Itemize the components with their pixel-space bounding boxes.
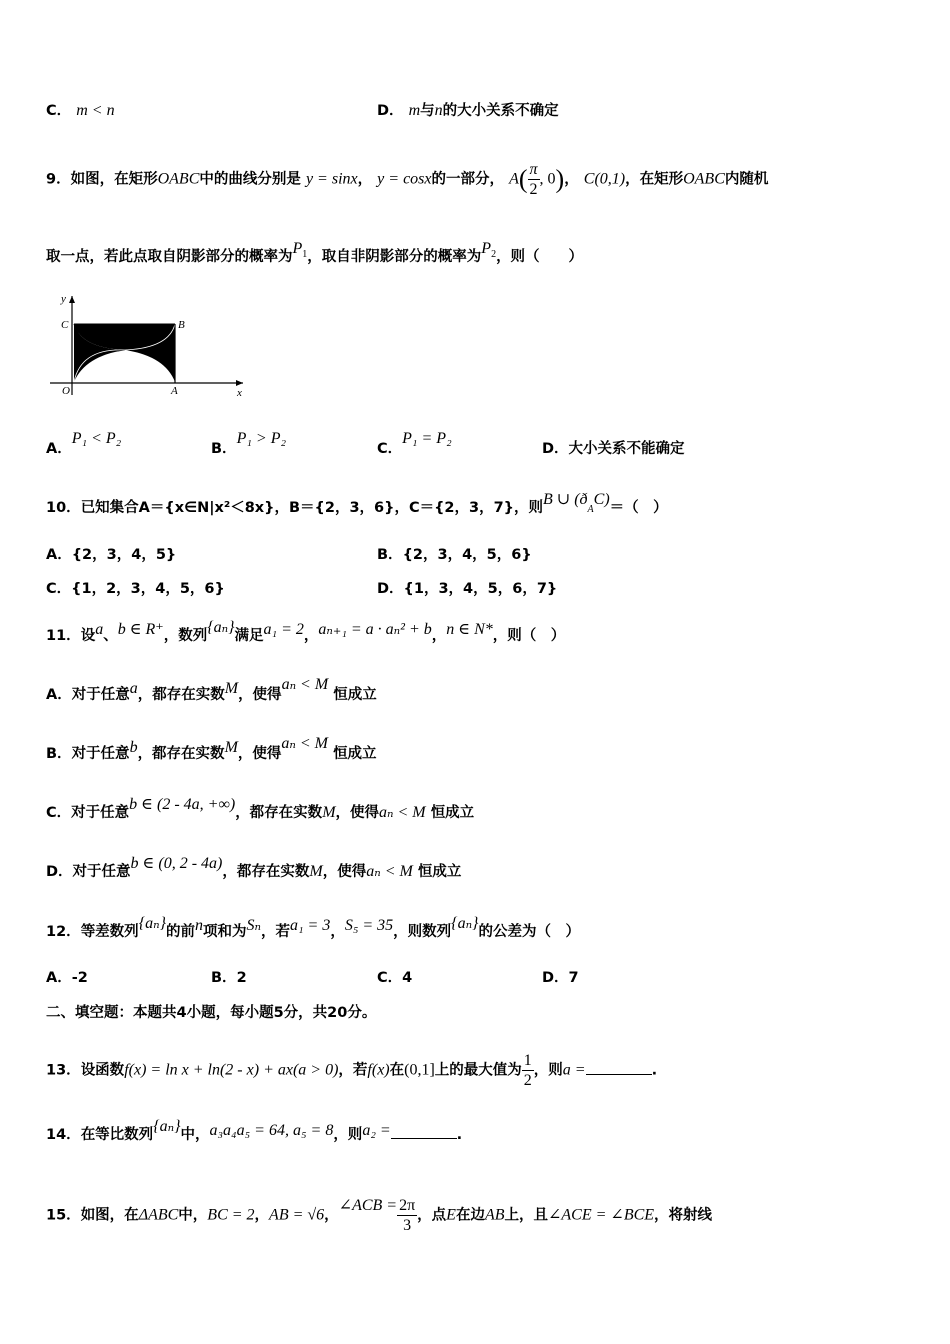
q11-option-a [46, 676, 377, 705]
text: ， [303, 628, 319, 644]
q12-option-d [542, 968, 579, 988]
text: ，将射线 [654, 1207, 713, 1224]
math-expr: P [292, 240, 303, 257]
option-text: {1，2，3，4，5，6} [71, 581, 225, 597]
math-expr: aₙ₊₁ = a · aₙ² + b [318, 621, 432, 638]
option-label: B． [211, 970, 237, 986]
answer-blank[interactable] [586, 1060, 652, 1075]
text: ，则（ ） [492, 628, 566, 644]
option-label: A． [46, 687, 72, 703]
q12-option-b [211, 968, 247, 988]
math-expr: n [434, 102, 443, 119]
option-label: A． [46, 441, 72, 457]
text: ， [254, 1207, 270, 1224]
text: ，使得 [322, 864, 367, 880]
q10-option-c [46, 579, 225, 599]
math-expr: aₙ < M [281, 735, 328, 752]
label-y: y [61, 293, 66, 305]
math-expr: P₁ < P₂ [71, 430, 122, 447]
paren-open: ( [518, 164, 528, 194]
q9-option-b [211, 430, 287, 459]
math-expr: P₁ = P₂ [402, 430, 452, 447]
text: ，使得 [237, 746, 282, 762]
math-expr: f(x) [367, 1061, 390, 1079]
option-label: A． [46, 970, 72, 986]
math-expr: M [322, 804, 336, 821]
math-expr: AB [484, 1206, 505, 1224]
math-expr: P₁ > P₂ [236, 430, 287, 447]
frac-numerator: 1 [523, 1052, 532, 1069]
text: ，若 [338, 1062, 368, 1079]
text: ，数列 [163, 628, 208, 644]
math-expr: a₂ = [362, 1122, 391, 1139]
q9-figure [45, 290, 250, 400]
math-expr: n [194, 917, 203, 934]
math-expr: M [309, 863, 323, 880]
text: 在等比数列 [80, 1127, 154, 1143]
section-title: 二、填空题：本题共4小题，每小题5分，共20分。 [46, 1005, 377, 1021]
math-expr: M [224, 739, 238, 756]
option-text: {1，3，4，5，6，7} [403, 581, 558, 597]
option-label: D． [377, 581, 404, 597]
math-expr: C(0,1) [583, 170, 626, 188]
q8-option-c [46, 101, 115, 121]
question-number: 12． [46, 924, 81, 940]
math-expr: ΔABC [138, 1206, 179, 1224]
fraction [522, 1051, 534, 1090]
option-text: 大小关系不能确定 [568, 441, 685, 457]
text: 恒成立 [417, 864, 462, 880]
frac-denominator: 2 [529, 181, 538, 198]
math-expr: , 0 [539, 170, 556, 188]
text: 项和为 [202, 924, 247, 940]
q10-option-b [377, 545, 532, 565]
math-expr: m [408, 102, 421, 119]
math-expr: aₙ < M [281, 676, 329, 693]
option-label: D． [542, 970, 569, 986]
text: 恒成立 [333, 687, 377, 703]
text: ，则数列 [393, 924, 452, 940]
math-expr: aₙ < M [379, 804, 426, 821]
math-expr: n ∈ N* [446, 621, 493, 638]
x-axis-arrow [236, 380, 243, 386]
math-expr: C) [593, 491, 610, 508]
q10-option-a [46, 545, 176, 565]
text: 等差数列 [80, 924, 139, 940]
option-label: D． [46, 864, 73, 880]
text: ，在矩形 [625, 171, 684, 188]
math-expr: a [95, 621, 104, 638]
option-label: B． [211, 441, 237, 457]
frac-numerator: π [529, 161, 538, 178]
text: ， [330, 924, 345, 940]
answer-blank[interactable] [391, 1124, 457, 1139]
subscript: A [587, 504, 594, 515]
paren-close: ) [555, 164, 565, 194]
text: ，都存在实数 [235, 805, 323, 821]
frac-numerator: 2π [399, 1197, 416, 1214]
text: 的前 [165, 924, 195, 940]
text: 上，且 [504, 1207, 548, 1224]
text: 在 [389, 1062, 405, 1079]
q14-stem [46, 1118, 463, 1145]
q9-option-d [542, 439, 685, 459]
subscript: 2 [491, 249, 497, 260]
text: . [456, 1127, 463, 1143]
math-expr: {aₙ} [207, 619, 235, 636]
frac-denominator: 2 [523, 1072, 532, 1089]
question-number: 14． [46, 1127, 81, 1143]
math-expr: a₁ = 3 [289, 917, 331, 934]
text: 恒成立 [333, 746, 377, 762]
text: ，使得 [335, 805, 380, 821]
math-expr: a = [562, 1061, 586, 1079]
q10-stem [46, 491, 668, 520]
text: ， [431, 628, 447, 644]
text: ，则 [533, 1062, 563, 1079]
text: 中， [180, 1127, 210, 1143]
text: ，若 [260, 924, 290, 940]
option-label: D． [377, 103, 404, 119]
math-expr: OABC [157, 170, 200, 188]
option-label: C． [377, 970, 403, 986]
label-x: x [237, 387, 242, 399]
text: 的一部分， [431, 171, 504, 188]
text: 内随机 [724, 171, 769, 188]
q15-stem [46, 1196, 712, 1235]
y-axis-arrow [69, 296, 75, 303]
q11-option-c [46, 796, 475, 823]
text: 如图，在 [80, 1207, 139, 1224]
text: ＝（ ） [609, 500, 668, 516]
math-expr: A [509, 170, 519, 188]
text: 已知集合A＝{x∈N|x²＜8x}，B＝{2，3，6}，C＝{2，3，7}，则 [80, 500, 544, 516]
text: 上的最大值为 [434, 1062, 522, 1079]
subscript: 1 [302, 249, 308, 260]
q9-stem-line2 [46, 240, 584, 269]
text: ，都存在实数 [137, 746, 225, 762]
q9-stem-line1 [46, 160, 768, 199]
text: 对于任意 [71, 746, 130, 762]
math-expr: m < n [76, 102, 115, 119]
text: ， [564, 171, 579, 188]
text: 取一点，若此点取自阴影部分的概率为 [46, 249, 293, 265]
option-label: C． [46, 805, 72, 821]
label-c: C [61, 319, 69, 331]
option-label: B． [46, 746, 72, 762]
text: 设 [80, 628, 96, 644]
text: 的大小关系不确定 [442, 103, 559, 119]
option-text: 2 [236, 970, 247, 986]
math-expr: E [446, 1206, 456, 1224]
text: 与 [420, 103, 435, 119]
q12-option-a [46, 968, 88, 988]
q12-option-c [377, 968, 412, 988]
option-label: B． [377, 547, 403, 563]
math-expr: AB = √6 [269, 1206, 325, 1224]
question-number: 11． [46, 628, 81, 644]
math-expr: Sₙ [246, 917, 261, 934]
math-expr: S₅ = 35 [344, 917, 394, 934]
math-expr: ∠ACE = ∠BCE [548, 1206, 655, 1224]
math-expr: {aₙ} [451, 915, 479, 932]
text: ，点 [417, 1207, 447, 1224]
question-number: 15． [46, 1207, 81, 1224]
q8-option-d [377, 101, 559, 121]
label-a: A [171, 385, 178, 397]
section-heading [46, 1003, 376, 1023]
q10-option-d [377, 579, 557, 599]
text: 在边 [455, 1207, 485, 1224]
text: ， [324, 1207, 339, 1224]
q11-stem [46, 619, 566, 646]
text: 对于任意 [71, 687, 130, 703]
math-expr: ∠ACB = [338, 1196, 398, 1214]
label-o: O [62, 385, 70, 397]
fraction [397, 1196, 417, 1235]
text: 、 [103, 628, 118, 644]
text: ，取自非阴影部分的概率为 [307, 249, 482, 265]
label-b: B [178, 319, 185, 331]
option-label: D． [542, 441, 569, 457]
option-text: 4 [402, 970, 413, 986]
math-expr: b [129, 739, 138, 756]
math-expr: BC = 2 [207, 1206, 255, 1224]
math-expr: aₙ < M [366, 863, 413, 880]
text: ，都存在实数 [137, 687, 225, 703]
q11-option-d [46, 855, 462, 882]
option-text: -2 [71, 970, 88, 986]
text: ，使得 [238, 687, 282, 703]
math-expr: M [224, 680, 239, 697]
math-expr: (0,1] [404, 1061, 435, 1079]
math-expr: OABC [683, 170, 725, 188]
option-text: {2，3，4，5，6} [402, 547, 532, 563]
text: 满足 [234, 628, 264, 644]
q11-option-b [46, 735, 377, 764]
option-text: {2，3，4，5} [71, 547, 177, 563]
math-expr: {aₙ} [138, 915, 166, 932]
math-expr: a₃a₄a₅ = 64, a₅ = 8 [209, 1122, 334, 1139]
math-expr: b ∈ (2 - 4a, +∞) [129, 796, 236, 813]
fraction [528, 160, 540, 199]
math-expr: f(x) = ln x + ln(2 - x) + ax(a > 0) [124, 1061, 339, 1079]
text: 对于任意 [72, 864, 131, 880]
option-label: C． [46, 103, 72, 119]
text: ，则 [333, 1127, 363, 1143]
text: 设函数 [80, 1062, 125, 1079]
math-expr: y = cosx [377, 170, 432, 188]
question-number: 9． [46, 171, 71, 188]
option-label: C． [377, 441, 403, 457]
math-expr: b ∈ R⁺ [117, 621, 164, 638]
text: ， [357, 171, 373, 188]
text: 中， [178, 1207, 208, 1224]
math-expr: b ∈ (0, 2 - 4a) [130, 855, 223, 872]
text: . [651, 1062, 658, 1079]
math-expr: y = sinx [305, 170, 358, 188]
text: ，则（ ） [496, 249, 584, 265]
question-number: 13． [46, 1062, 81, 1079]
math-expr: a [129, 680, 138, 697]
math-expr: {aₙ} [153, 1118, 181, 1135]
math-expr: P [481, 240, 492, 257]
text: 对于任意 [71, 805, 130, 821]
math-expr: a₁ = 2 [263, 621, 304, 638]
text: 的公差为（ ） [478, 924, 580, 940]
q13-stem [46, 1051, 657, 1090]
text: 如图，在矩形 [70, 171, 158, 188]
q12-stem [46, 915, 580, 942]
text: 恒成立 [430, 805, 475, 821]
option-label: C． [46, 581, 72, 597]
frac-denominator: 3 [403, 1217, 412, 1234]
text: ，都存在实数 [222, 864, 310, 880]
q9-option-a [46, 430, 122, 459]
option-label: A． [46, 547, 72, 563]
option-text: 7 [568, 970, 579, 986]
q9-option-c [377, 430, 452, 459]
text: 中的曲线分别是 [199, 171, 301, 188]
question-number: 10． [46, 500, 81, 516]
math-expr: B ∪ (ð [543, 491, 588, 508]
